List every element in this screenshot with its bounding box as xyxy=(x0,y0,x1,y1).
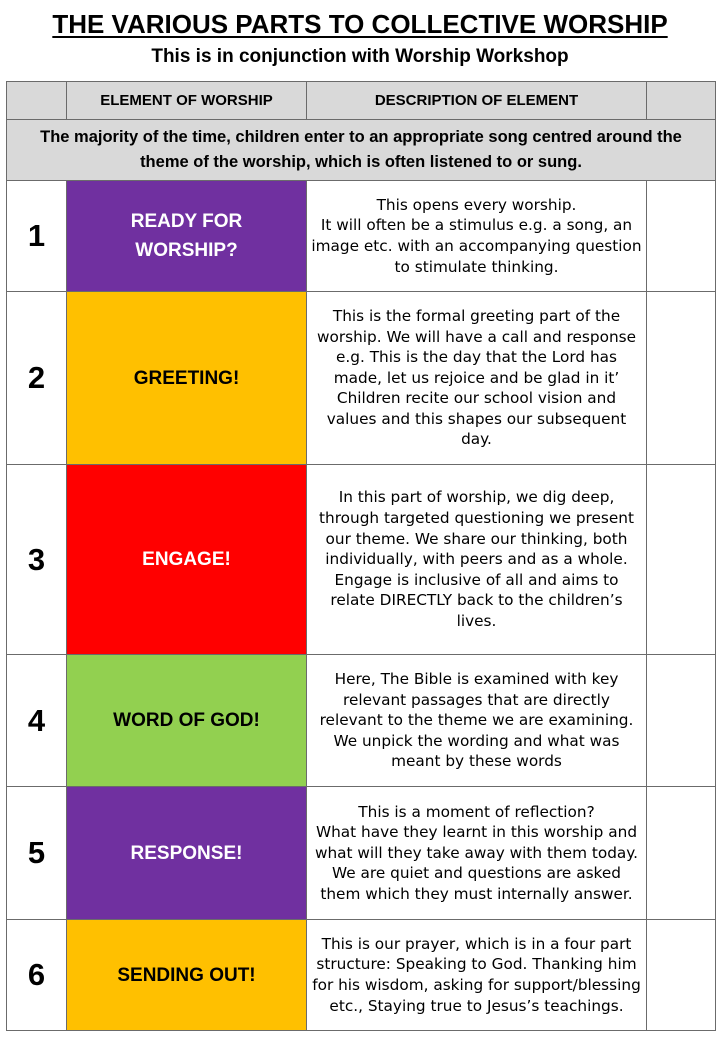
blank-cell xyxy=(647,655,716,787)
description-cell: Here, The Bible is examined with key relevant passages that are directly relevant to the theme we are examining. We unpick the wording and what was meant by these words xyxy=(307,655,647,787)
header-description: DESCRIPTION OF ELEMENT xyxy=(307,82,647,120)
table-row xyxy=(7,292,716,465)
page-title-text: THE VARIOUS PARTS TO COLLECTIVE WORSHIP xyxy=(52,9,668,39)
blank-cell xyxy=(647,181,716,292)
blank-cell xyxy=(647,920,716,1031)
description-cell: In this part of worship, we dig deep, through targeted questioning we present our theme. We share our thinking, both individually, with peers and as a whole. Engage is inclusive of all and aims to relate DIRECTLY back to the children’s lives. xyxy=(307,465,647,655)
row-number: 3 xyxy=(7,465,67,655)
row-number: 4 xyxy=(7,655,67,787)
intro-row xyxy=(7,120,716,181)
header-blank xyxy=(647,82,716,120)
description-cell: This opens every worship. It will often be a stimulus e.g. a song, an image etc. with an accompanying question to stimulate thinking. xyxy=(307,181,647,292)
page-title xyxy=(0,8,720,40)
element-cell-sending-out: SENDING OUT! xyxy=(67,920,307,1031)
page-subtitle: This is in conjunction with Worship Workshop xyxy=(151,46,569,67)
table-row xyxy=(7,655,716,787)
row-number: 5 xyxy=(7,787,67,920)
row-number: 1 xyxy=(7,181,67,292)
description-cell: This is our prayer, which is in a four part structure: Speaking to God. Thanking him for his wisdom, asking for support/blessing etc., Staying true to Jesus’s teachings. xyxy=(307,920,647,1031)
blank-cell xyxy=(647,292,716,465)
row-number: 2 xyxy=(7,292,67,465)
element-cell-ready-for-worship: READY FOR WORSHIP? xyxy=(67,181,307,292)
element-cell-greeting: GREETING! xyxy=(67,292,307,465)
element-cell-word-of-god: WORD OF GOD! xyxy=(67,655,307,787)
description-cell: This is a moment of reflection? What have they learnt in this worship and what will they take away with them today. We are quiet and questions are asked them which they must internally answer. xyxy=(307,787,647,920)
description-cell: This is the formal greeting part of the worship. We will have a call and response e.g. This is the day that the Lord has made, let us rejoice and be glad in it’ Children recite our school vision and values and this shapes our subsequent day. xyxy=(307,292,647,465)
worship-parts-table xyxy=(6,81,716,1031)
table-row xyxy=(7,465,716,655)
blank-cell xyxy=(647,787,716,920)
table-row xyxy=(7,920,716,1031)
table-header-row xyxy=(7,82,716,120)
intro-text: The majority of the time, children enter to an appropriate song centred around the theme of the worship, which is often listened to or sung. xyxy=(7,120,716,181)
element-cell-response: RESPONSE! xyxy=(67,787,307,920)
blank-cell xyxy=(647,465,716,655)
header-number xyxy=(7,82,67,120)
table-row xyxy=(7,181,716,292)
element-cell-engage: ENGAGE! xyxy=(67,465,307,655)
table-row xyxy=(7,787,716,920)
row-number: 6 xyxy=(7,920,67,1031)
header-element: ELEMENT OF WORSHIP xyxy=(67,82,307,120)
